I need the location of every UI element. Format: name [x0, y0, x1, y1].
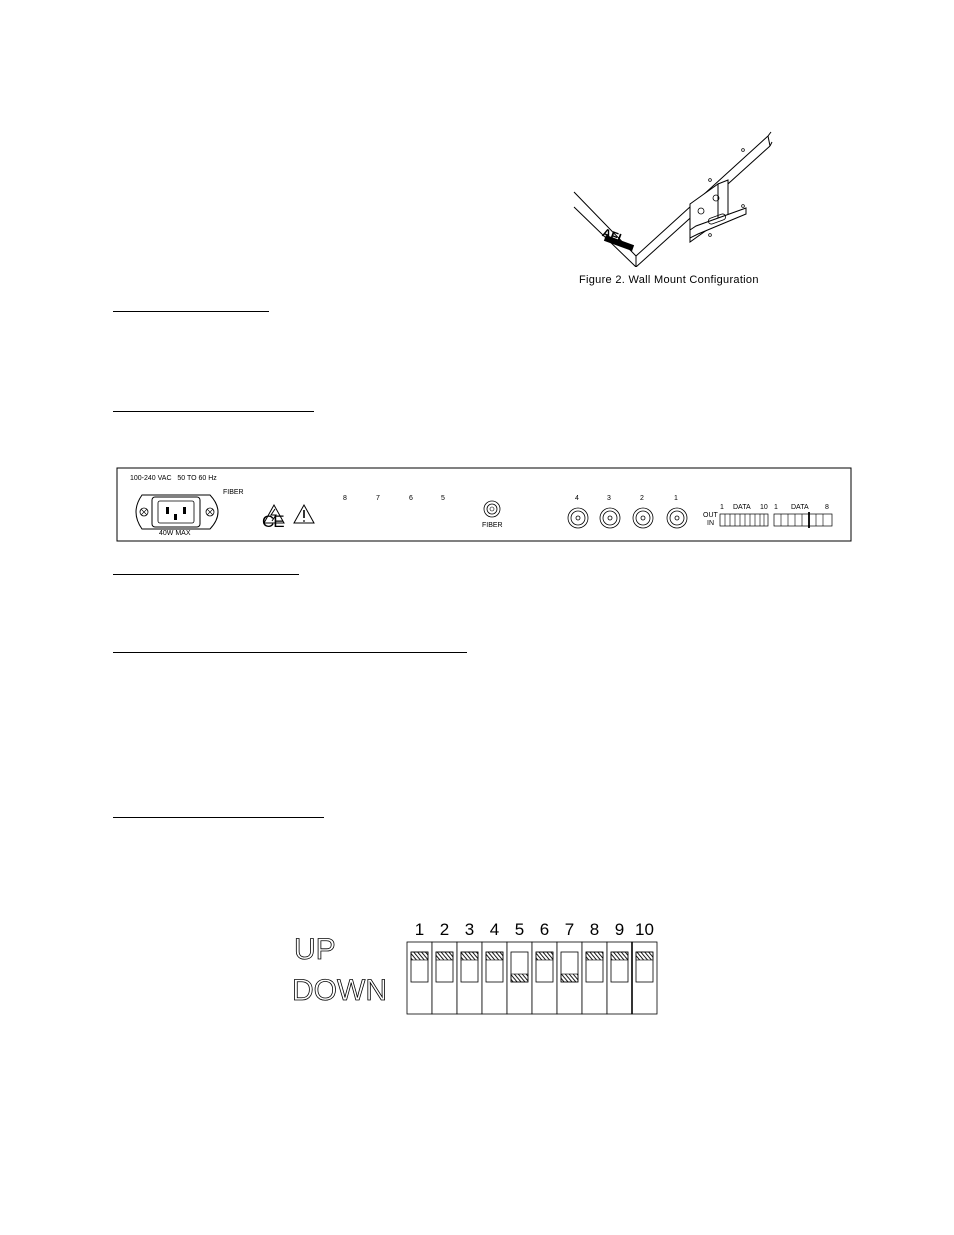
channel-label-2: 2	[640, 495, 644, 502]
bnc-connector-1[interactable]	[666, 507, 688, 529]
channel-label-8: 8	[343, 495, 347, 502]
heading-underline-1	[113, 311, 269, 312]
data-left-label: DATA	[733, 504, 751, 511]
bnc-connector-2[interactable]	[632, 507, 654, 529]
dip-switch-knob-4	[486, 952, 503, 960]
channel-label-1: 1	[674, 495, 678, 502]
data-left-start: 1	[720, 504, 724, 511]
out-label: OUT	[703, 512, 718, 519]
channel-label-6: 6	[409, 495, 413, 502]
in-label: IN	[707, 520, 714, 527]
channel-label-3: 3	[607, 495, 611, 502]
dip-switch-knob-10	[636, 952, 653, 960]
dip-switch-number-10: 10	[635, 920, 654, 939]
caution-warning-icon	[292, 485, 316, 507]
rear-panel	[116, 467, 852, 543]
heading-underline-2	[113, 411, 314, 412]
dip-switch-number-1: 1	[414, 920, 425, 939]
dip-switch-knob-8	[586, 952, 603, 960]
figure-2-caption: Figure 2. Wall Mount Configuration	[579, 274, 759, 286]
channel-label-5: 5	[441, 495, 445, 502]
data-right-end: 8	[825, 504, 829, 511]
dip-switch-number-6: 6	[539, 920, 550, 939]
data-left-end: 10	[760, 504, 768, 511]
svg-text:AFI: AFI	[600, 225, 624, 246]
data-terminal-block[interactable]	[774, 514, 832, 526]
power-max-label: 40W MAX	[159, 530, 191, 537]
power-rating-label: 100-240 VAC 50 TO 60 Hz	[130, 475, 217, 482]
dip-switch-knob-2	[436, 952, 453, 960]
dip-switch-number-5: 5	[514, 920, 525, 939]
wall-mount-drawing	[568, 122, 780, 267]
high-voltage-warning-icon	[262, 485, 286, 507]
up-label: UP	[294, 933, 336, 966]
power-inlet-socket[interactable]	[147, 505, 203, 531]
heading-underline-4	[113, 652, 467, 653]
dip-switch-number-4: 4	[489, 920, 500, 939]
dip-switch-knob-7	[561, 974, 578, 982]
dip-switch-number-7: 7	[564, 920, 575, 939]
dip-switch-number-2: 2	[439, 920, 450, 939]
data-right-start: 1	[774, 504, 778, 511]
bnc-connector-4[interactable]	[567, 507, 589, 529]
fiber-connector[interactable]	[484, 499, 502, 517]
data-dip-block[interactable]	[720, 514, 768, 526]
dip-switch-knob-6	[536, 952, 553, 960]
down-label: DOWN	[292, 974, 387, 1007]
ce-mark: CE	[262, 512, 284, 531]
dip-switch-number-3: 3	[464, 920, 475, 939]
dip-switch-number-8: 8	[589, 920, 600, 939]
data-right-label: DATA	[791, 504, 809, 511]
heading-underline-5	[113, 817, 324, 818]
afi-logo	[600, 225, 634, 251]
power-fiber-label: FIBER	[223, 489, 244, 496]
heading-underline-3	[113, 574, 299, 575]
channel-label-7: 7	[376, 495, 380, 502]
dip-switch-knob-5	[511, 974, 528, 982]
dip-switch-knob-1	[411, 952, 428, 960]
channel-label-4: 4	[575, 495, 579, 502]
dip-switch-number-9: 9	[614, 920, 625, 939]
fiber-connector-label: FIBER	[482, 522, 503, 529]
dip-switch-knob-9	[611, 952, 628, 960]
bnc-connector-3[interactable]	[599, 507, 621, 529]
dip-switch-diagram	[288, 915, 668, 1017]
dip-switch-knob-3	[461, 952, 478, 960]
